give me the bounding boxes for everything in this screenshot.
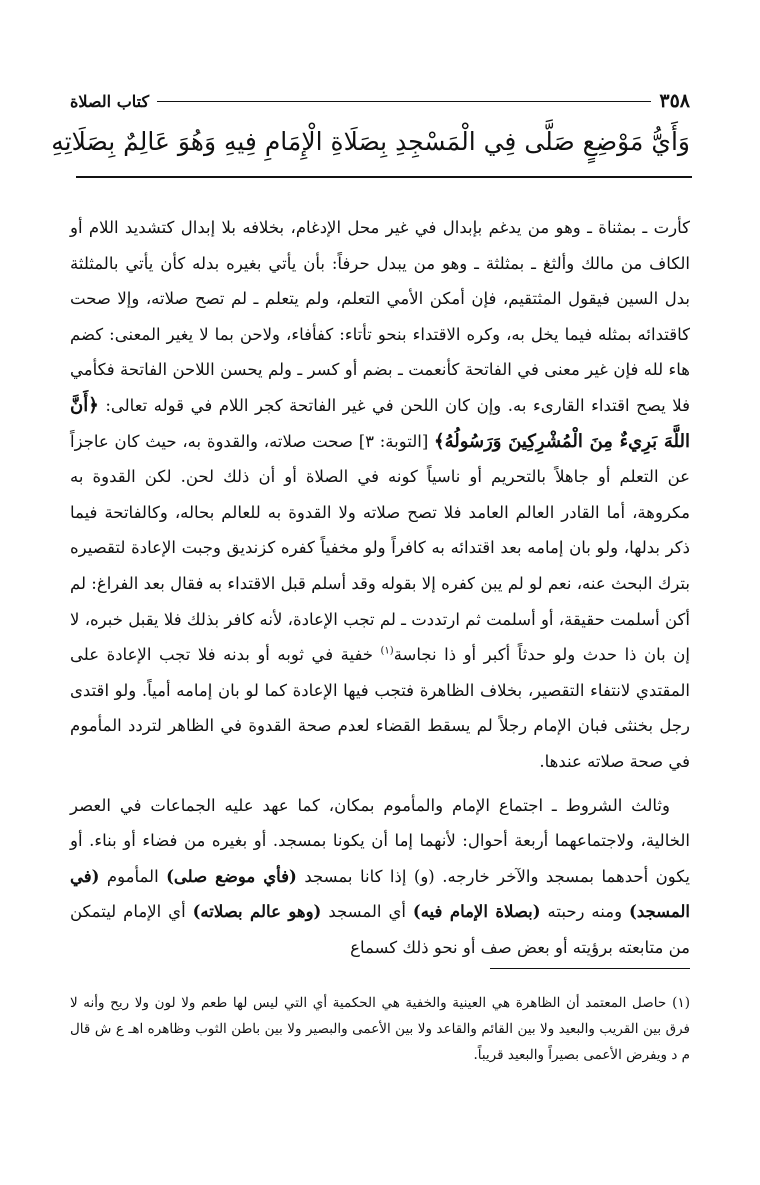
paragraph-1-part-3: خفية في ثوبه أو بدنه فلا تجب الإعادة على المقتدي لانتفاء التقصير، بخلاف الظاهرة فتجب فيها الإعادة كما لو بان إمامه أمياً. ولو اقتدى رجل بخنثى فبان الإمام رجلاً لم يسقط القضاء لعدم صحة القدوة في الظاهر لتردد المأموم في صحة صلاته عندها.: [70, 645, 690, 771]
footnote-number: (١): [672, 995, 690, 1011]
footnote: [70, 990, 690, 1068]
commentary-text: [70, 210, 690, 965]
matn-phrase-1: (فأي موضع صلى): [166, 866, 297, 886]
paragraph-2-part-1: وثالث الشروط ـ اجتماع الإمام والمأموم بمكان، كما عهد عليه الجماعات في العصر الخالية، ولاجتماعهما أربعة أحوال: لأنهما إما أن يكونا بمسجد. أو بغيره من فضاء أو بناء. أو يكون أحدهما بمسجد والآخر خارجه. (و) إذا كانا بمسجد: [70, 795, 691, 886]
paragraph-1-part-1: كأرت ـ بمثناة ـ وهو من يدغم بإبدال في غير محل الإدغام، بخلافه بلا إبدال كتشديد اللام أو الكاف من مالك وألثغ ـ بمثلثة ـ وهو من يبدل حرفاً: بأن يأتي بغيره بدله كأن يأتي بالمثلثة بدل السين فيقول المثتقيم، فإن أمكن الأمي التعلم، ولم يتعلم ـ لم تصح صلاته، وإلا صحت كاقتدائه بمثله فيما يخل به، وكره الاقتداء بنحو تأتاء: كفأفاء، ولاحن بما لا يغير المعنى: كضم هاء لله فإن غير معنى في الفاتحة كأنعمت ـ بضم أو كسر ـ ولم يحسن اللاحن الفاتحة فكأمي فلا يصح اقتداء القارىء به. وإن كان اللحن في غير الفاتحة كجر اللام في قوله تعالى:: [70, 218, 690, 415]
matn-phrase-2: (في المسجد): [70, 866, 691, 922]
paragraph-1: [70, 210, 690, 780]
paragraph-2-part-4: أي المسجد: [321, 902, 413, 922]
book-title: كتاب الصلاة: [70, 91, 150, 111]
paragraph-2-part-5: أي الإمام ليتمكن من متابعته برؤيته أو بعض صف أو نحو ذلك كسماع: [70, 902, 690, 957]
matn-heading: وَأَيُّ مَوْضِعٍ صَلَّى فِي الْمَسْجِدِ بِصَلَاةِ الْإِمَامِ فِيهِ وَهُوَ عَالِمٌ بِصَلَاتِهِ: [51, 127, 690, 156]
paragraph-1-part-2: [التوبة: ٣] صحت صلاته، والقدوة به، حيث كان عاجزاً عن التعلم أو جاهلاً بالتحريم أو ناسياً كونه في الصلاة أو أن ذلك لحن. لكن القدوة به مكروهة، أما القادر العالم العامد فلا تصح صلاته ولا القدوة به للعالم بحاله، وكالفاتحة فيما ذكر بدلها، ولو بان إمامه بعد اقتدائه به كافراً ولو مخفياً كفره كزنديق وجبت الإعادة لتقصيره بترك البحث عنه، نعم لو لم يبن كفره إلا بقوله وقد أسلم قبل الاقتداء به فقال بعد الفراغ: لم أكن أسلمت حقيقة، أو أسلمت ثم ارتددت ـ لم تجب الإعادة، لأنه كافر بذلك فلا يقبل خبره، لا إن بان ذا حدث ولو حدثاً أكبر أو ذا نجاسة: [70, 431, 690, 665]
footnote-divider: [490, 968, 690, 969]
footnote-reference[interactable]: (١): [380, 645, 394, 657]
matn-divider: [76, 176, 692, 178]
page-number: ٣٥٨: [659, 90, 690, 112]
matn-phrase-3: (بصلاة الإمام فيه): [412, 902, 541, 922]
paragraph-2-part-3: ومنه رحبته: [540, 902, 630, 922]
running-header: [70, 88, 690, 114]
paragraph-2-part-2: المأموم: [99, 866, 167, 886]
footnote-text: حاصل المعتمد أن الظاهرة هي العينية والخفية هي الحكمية أي التي ليس لها طعم ولا لون ولا ريح وأنه لا فرق بين القريب والبعيد ولا بين القائم والقاعد ولا بين الأعمى والبصير ولا بين باطن الثوب وظاهره اهـ ع ش قال م د ويفرض الأعمى بصيراً والبعيد قريباً.: [70, 995, 690, 1063]
paragraph-2: [70, 788, 690, 966]
quran-quote: ﴿أَنَّ اللَّهَ بَرِيءٌ مِنَ الْمُشْرِكِينَ وَرَسُولُهُ﴾: [70, 394, 690, 452]
matn-phrase-4: (وهو عالم بصلاته): [192, 902, 322, 922]
header-rule: [157, 101, 651, 102]
